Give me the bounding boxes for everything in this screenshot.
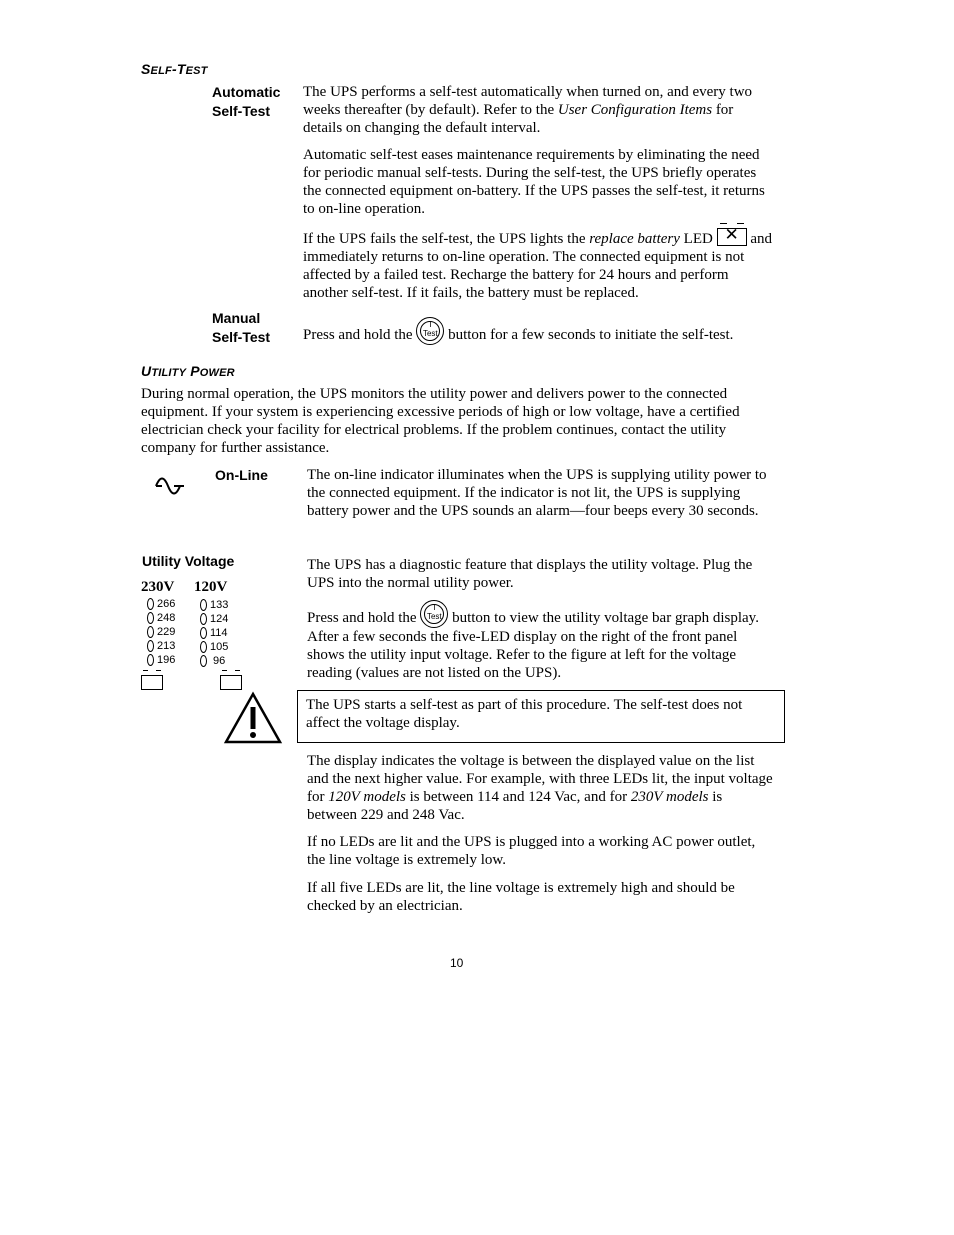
led-icon — [200, 655, 207, 667]
led-icon — [200, 599, 207, 611]
self-test-heading: SELF-TEST — [141, 61, 208, 77]
display-explanation — [307, 752, 775, 915]
led-row: 96 — [200, 654, 225, 668]
online-sine-icon — [154, 474, 188, 498]
all-leds-paragraph: If all five LEDs are lit, the line voltage is extremely high and should be checked by an electrician. — [307, 880, 735, 914]
led-icon — [147, 654, 154, 666]
manual-self-test-label: Manual Self-Test — [212, 310, 271, 345]
voltage-col2-header: 120V — [194, 579, 228, 595]
online-description: The on-line indicator illuminates when the UPS is supplying utility power to the connected equipment. If the indicator is not lit, the UPS is supplying battery power and the UPS sounds an alarm—four beeps every 30 seconds. — [307, 467, 767, 519]
paragraph-1: The UPS performs a self-test automatically when turned on, and every two weeks thereafter (by default). Refer to the User Configuration Items for details on changing the default interval. — [303, 84, 753, 136]
paragraph-3: If the UPS fails the self-test, the UPS lights the replace battery LED ✕ and immediately returns to on-line operation. The connected equipment is not affected by a failed test. Recharge the battery for 24 hours and perform another self-test. If it fails, the battery must be replaced. — [303, 225, 772, 301]
led-icon — [147, 640, 154, 652]
voltage-paragraph-1: The UPS has a diagnostic feature that displays the utility voltage. Plug the UPS into the normal utility power. — [307, 557, 753, 591]
led-row: 105 — [200, 640, 228, 654]
led-row: 213 — [147, 639, 175, 653]
manual-self-test-body: Press and hold the I Test button for a few seconds to initiate the self-test. — [303, 317, 773, 352]
led-icon — [147, 598, 154, 610]
led-row: 133 — [200, 598, 228, 612]
utility-voltage-label: Utility Voltage — [142, 553, 235, 569]
led-icon — [200, 641, 207, 653]
led-row: 124 — [200, 612, 228, 626]
utility-power-intro: During normal operation, the UPS monitors the utility power and delivers power to the connected equipment. If your system is experiencing excessive periods of high or low voltage, have a certified electrician check your facility for electrical problems. If the problem continues, contact the utility company for further assistance. — [141, 386, 740, 456]
note-text: The UPS starts a self-test as part of this procedure. The self-test does not affect the voltage display. — [306, 697, 743, 731]
test-button-icon: I Test — [416, 317, 444, 345]
led-row: 248 — [147, 611, 175, 625]
led-row: 229 — [147, 625, 175, 639]
battery-icon — [220, 675, 242, 690]
voltage-col1-header: 230V — [141, 579, 175, 595]
utility-power-heading: UTILITY POWER — [141, 363, 235, 379]
paragraph-2: Automatic self-test eases maintenance requirements by eliminating the need for periodic manual self-tests. During the self-test, the UPS briefly operates the connected equipment on-battery. If the UPS passes the self-test, it returns to on-line operation. — [303, 147, 765, 217]
battery-icon — [141, 675, 163, 690]
led-row: 266 — [147, 597, 175, 611]
page-number: 10 — [450, 956, 464, 970]
led-icon — [200, 613, 207, 625]
utility-voltage-body — [307, 556, 775, 682]
automatic-self-test-body — [303, 83, 773, 302]
display-paragraph: The display indicates the voltage is between the displayed value on the list and the next higher value. For example, with three LEDs lit, the input voltage for 120V models is between 114 and 124 Vac, and for 230V models is between 229 and 248 Vac. — [307, 753, 773, 823]
led-row: 196 — [147, 653, 175, 667]
automatic-self-test-label: Automatic Self-Test — [212, 84, 281, 119]
replace-battery-icon: ✕ — [717, 228, 747, 246]
test-button-icon: I Test — [420, 600, 448, 628]
warning-triangle-icon — [223, 691, 283, 745]
voltage-paragraph-2: Press and hold the I Test button to view the utility voltage bar graph display. After a few seconds the five-LED display on the right of the front panel shows the utility input voltage. Refer to the figure at left for the voltage reading (values are not listed on the UPS). — [307, 600, 775, 682]
online-label: On-Line — [215, 467, 268, 483]
led-icon — [147, 612, 154, 624]
no-leds-paragraph: If no LEDs are lit and the UPS is plugged into a working AC power outlet, the line voltage is extremely low. — [307, 834, 756, 868]
led-icon — [200, 627, 207, 639]
note-box — [297, 690, 785, 743]
led-icon — [147, 626, 154, 638]
led-row: 114 — [200, 626, 228, 640]
